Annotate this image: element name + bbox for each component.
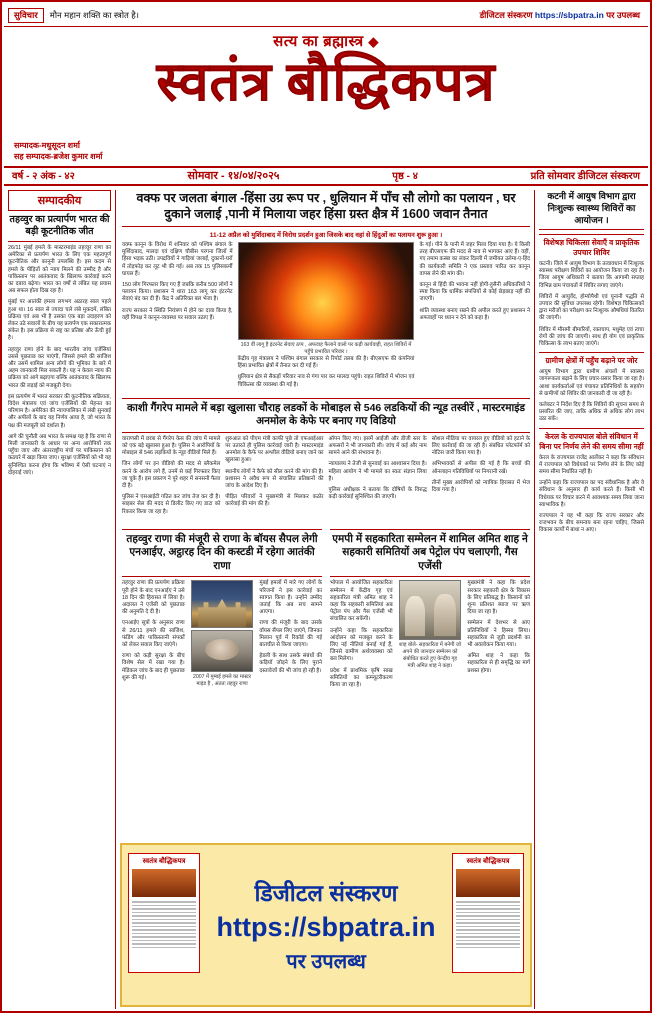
lead-para: शांति व्यवस्था बनाए रखने की अपील करते हुए प्रशासन ने अफवाहों पर ध्यान न देने को कहा है। — [419, 307, 531, 321]
kashi-para: न्यायालय ने तेजी से सुनवाई का आश्वासन दिया है। महिला आयोग ने भी मामले का स्वतः संज्ञान लिया है। — [328, 461, 427, 482]
kerala-para: केरल के राज्यपाल राजेंद्र आर्लेकर ने कहा कि संविधान में राज्यपाल को विधेयकों पर निर्णय लेने के लिए कोई समय सीमा निर्धारित नहीं है। — [539, 454, 644, 476]
editorial-para: 26/11 मुंबई हमले के मास्टरमाइंड तहव्वुर राणा का अमेरिका से प्रत्यर्पण भारत के लिए एक महत्वपूर्ण कूटनीतिक और कानूनी उपलब्धि है। इस कदम से हमले के पीड़ितों को न्याय मिलने की उम्मीद है और पाकिस्तान पर आतंकवाद के खिलाफ कार्रवाई करने का दबाव बढ़ेगा। भारत का वर्षों से लंबित यह प्रयास अब सफल होता दिख रहा है। — [8, 245, 111, 295]
kashi-para: पुलिस ने एसआईटी गठित कर जांच तेज कर दी है। साइबर सेल की मदद से डिलीट किए गए डाटा को रिकवर किया जा रहा है। — [122, 494, 221, 515]
rana-body — [122, 580, 322, 688]
taj-hotel-photo — [191, 580, 254, 628]
kashi-case-body — [122, 436, 530, 520]
lead-para: धुलियान क्षेत्र से सैकड़ों परिवार नाव से गंगा पार कर मालदा पहुंचे। राहत शिविरों में भोजन एवं चिकित्सा की व्यवस्था की गई है। — [237, 374, 415, 388]
editorial-para: आगे की चुनौती अब भारत के समक्ष यह है कि राणा से मिली जानकारी के आधार पर अन्य आरोपियों तक पहुँचा जाए और अंतरराष्ट्रीय मंचों पर पाकिस्तान को कठघरे में खड़ा किया जाए। सुरक्षा एजेंसियों को भी यह सुनिश्चित करना होगा कि भविष्य में ऐसी घटनाएं न दोहराई जाएं। — [8, 433, 111, 476]
right-column — [534, 190, 644, 1009]
ayush-para: शिविर में मौसमी बीमारियों, रक्तचाप, मधुमेह एवं त्वचा रोगों की जांच की जाएगी। साथ ही योग एवं प्राकृतिक चिकित्सा के लाभ बताए जाएंगे। — [539, 326, 644, 348]
tagline-text: सत्य का ब्रह्मास्त्र — [273, 33, 364, 50]
ayush-subhead-1: विशेषज्ञ चिकित्सा सेवाएँ व प्राकृतिक उपचार शिविर — [539, 234, 644, 258]
kerala-para: राज्यपाल ने यह भी कहा कि राज्य सरकार और राजभवन के बीच समन्वय बना रहना चाहिए, जिससे विकास कार्यों में बाधा न आए। — [539, 513, 644, 534]
ayush-para: शिविरों में आयुर्वेद, होम्योपैथी एवं यूनानी पद्धति से उपचार की सुविधा उपलब्ध रहेगी। विशेषज्ञ चिकित्सकों द्वारा मरीजों का परीक्षण कर निःशुल्क औषधियां वितरित की जाएंगी। — [539, 293, 644, 322]
ad-thumb-title: स्वतंत्र बौद्धिकपत्र — [142, 858, 186, 865]
top-strip — [4, 4, 648, 27]
kashi-para: सोशल मीडिया पर वायरल हुए वीडियो को हटाने के लिए कार्रवाई की जा रही है। संबंधित प्लेटफॉर्म को नोटिस जारी किया गया है। — [431, 435, 530, 457]
subhashit-badge: सुविचार — [8, 8, 44, 23]
lead-text-col-3 — [419, 242, 530, 393]
kashi-para: पीड़ित परिवारों ने मुख्यमंत्री से मिलकर कठोर कार्रवाई की मांग की है। — [225, 494, 324, 508]
shah-col-2 — [467, 580, 530, 693]
lead-para: के गई। पीने के पानी में जहर मिला दिया गया है। ये किसी तरह बीएसएफ की मदद से नाव से भागकर आए हैं। वहीं, गए तमाम कस्बा का लंकर दिल्ली में जमीयत उलेमा-ए-हिंद की कार्यकारी समिति ने एक प्रस्ताव पारित कर कानून वापस लेने की मांग की। — [419, 242, 531, 277]
kashi-col-1 — [122, 436, 220, 520]
amit-shah-photo — [399, 580, 462, 640]
digital-edition-label: डीजिटल संस्करण — [479, 9, 533, 20]
editorial-para: इस प्रत्यर्पण में भारत सरकार की कूटनीतिक सक्रियता, विदेश मंत्रालय एवं जांच एजेंसियों की मेहनत का परिणाम है। अमेरिका की न्यायपालिका में लंबी सुनवाई और अपीलों के बाद यह निर्णय आया है, जो भारत के पक्ष की मजबूती को दर्शाता है। — [8, 393, 111, 429]
editorial-para: मुंबई पर आतंकी हमला लगभग अठारह साल पहले हुआ था। 16 साल से ज्यादा चले लंबे मुकदमें, लंबित प्रक्रिया एवं अब भी है उसका एक बड़ा उदाहरण को लेकर उठे सवालों के बीच यह प्रत्यर्पण एक सकारात्मक संकेत है। इस प्रक्रिया से राष्ट्र का प्रतिष्ठा और ऊँची हुई है। — [8, 299, 111, 342]
lead-para: केंद्रीय गृह मंत्रालय ने पश्चिम बंगाल सरकार से रिपोर्ट तलब की है। बीएसएफ की कंपनियां हिंसा प्रभावित क्षेत्रों में तैनात कर दी गई हैं। — [237, 356, 415, 370]
rana-para: तहव्वुर राणा की प्रत्यर्पण प्रक्रिया पूरी होने के बाद एनआईए ने उसे 18 दिन की हिरासत में लिया है। अदालत ने एजेंसी को पूछताछ की अनुमति दे दी है। — [122, 580, 185, 616]
editorial-column — [8, 190, 116, 1009]
editor-line-1: सम्पादक-मधुसूदन शर्मा — [14, 141, 80, 150]
rana-photo-block — [191, 580, 254, 688]
kashi-para: अभिभावकों से अपील की गई है कि बच्चों की ऑनलाइन गतिविधियों पर निगरानी रखें। — [431, 461, 530, 475]
amit-shah-section — [330, 524, 530, 693]
page-title: स्वतंत्र बौद्धिकपत्र — [156, 52, 496, 112]
rana-col-1 — [122, 580, 185, 688]
shah-para: प्रदेश में प्राथमिक कृषि साख समितियों का कम्प्यूटरीकरण किया जा रहा है। — [330, 667, 393, 688]
kashi-col-3 — [329, 436, 427, 520]
ad-thumbnail-left — [128, 853, 200, 973]
lead-text-col-1 — [122, 242, 233, 393]
issue-date: सोमवार - १४/०४/२०२५ — [187, 169, 280, 182]
ad-thumbnail-right — [452, 853, 524, 973]
amit-shah-headline: एमपी में सहकारिता सम्मेलन में शामिल अमित शाह ने सहकारी समितियों अब पेट्रोल पंप चलाएगी, गैस एजेंसी — [330, 529, 530, 578]
shah-para: उन्होंने कहा कि सहकारिता आंदोलन को मजबूत करने के लिए नई नीतियां बनाई गई हैं, जिनसे ग्रामीण अर्थव्यवस्था को बल मिलेगा। — [330, 627, 393, 663]
kerala-para: उन्होंने कहा कि राज्यपाल का पद संवैधानिक है और वे संविधान के अनुसार ही कार्य करते हैं। किसी भी विधेयक पर विचार करने में आवश्यक समय लिया जाना स्वाभाविक है। — [539, 480, 644, 508]
ad-thumb-lines — [132, 901, 196, 948]
site-url-link[interactable]: https://sbpatra.in — [534, 9, 604, 20]
fire-photo — [238, 242, 415, 340]
ayush-para: आयुष विभाग द्वारा ग्रामीण अंचलों में स्वास्थ्य जागरूकता बढ़ाने के लिए प्रचार-प्रसार किया जा रहा है। आशा कार्यकर्ताओं एवं पंचायत प्रतिनिधियों के सहयोग से ग्रामीणों को शिविर की जानकारी दी जा रही है। — [539, 369, 644, 397]
fire-photo-caption: 163 वीं लागू है इंटरनेट सेवाएं ठप्प , अफवाह फैलाने वालो पर कड़ी कार्यवाही, राहत शिविरों में पहुँचे प्रभावित परिवार । — [240, 342, 412, 355]
kashi-para: जिन लोगों पर इन वीडियो की मदद से ब्लैकमेल करने के आरोप लगे हैं, उनमें से कई गिरफ्तार किए जा चुके हैं। इस प्रकरण ने पूरे शहर में सनसनी फैला दी है। — [122, 461, 221, 490]
lead-text-col-2 — [238, 356, 415, 389]
amit-shah-photo-caption: शाह बोले- सहकारिता में बनेगी जो अपने की जानदार सम्मेलन को संबोधित करते हुए केन्द्रीय गृह मंत्री अमित शाह ने कहा। — [398, 642, 462, 670]
rana-headline: तहव्वुर राणा की मंजूरी से राणा के बॉयस सैपल लेगी एनआईए, अट्ठारह दिन की कस्टडी में रहेगा आतंकी राणा — [122, 529, 322, 578]
kashi-para: तीनों मुख्य आरोपियों को न्यायिक हिरासत में भेज दिया गया है। — [431, 479, 530, 494]
rana-photo-caption: 2007 में मुम्बई हमले का मास्टर माइंड है , अंततः तहवुर राणा — [192, 674, 252, 688]
rana-para: राणा को कड़ी सुरक्षा के बीच विशेष सेल में रखा गया है। मेडिकल जांच के बाद ही पूछताछ शुरू की गई। — [122, 653, 185, 681]
ad-line-1: डिजीटल संस्करण — [254, 880, 398, 906]
editorial-heading: सम्पादकीय — [8, 190, 111, 211]
rana-para: राणा की मंजूरी के बाद उसके वॉयस सैंपल लिए जाएंगे, जिनका मिलान पूर्व में रिकॉर्ड की गई बातचीत से किया जाएगा। — [259, 620, 323, 648]
masthead-tagline — [4, 31, 648, 51]
kashi-para: ऑपन किए गए। इसमें आईजी और डीजी स्तर के अफसरों ने भी जानकारी ली। जांच में कई और नाम सामने आने की संभावना है। — [328, 435, 427, 457]
ayush-headline: कटनी में आयुष विभाग द्वारा निःशुल्क स्वास्थ्य शिविरों का आयोजन । — [539, 190, 644, 230]
digital-edition-ad[interactable] — [120, 843, 532, 1007]
lead-headline: वक्फ पर जलता बंगाल -हिंसा उग्र रूप पर , धुलियान में पाँच सौ लोगो का पलायन , घर दुकाने जलाई ,पानी में मिलाया जहर हिंसा ग्रस्त क्षैत्र में 1600 जवान तैनात — [122, 190, 530, 227]
editorial-para: तहव्वुर राणा होने के बाद भारतीय जांच एजेंसियां उससे पूछताछ कर पाएंगी, जिससे हमले की साजिश और उसमें शामिल अन्य लोगों की भूमिका के बारे में अहम जानकारी मिल सकती है। यह न केवल न्याय की प्रक्रिया को आगे बढ़ाएगा बल्कि आतंकवाद के खिलाफ भारत की लड़ाई को मजबूती देगा। — [8, 346, 111, 389]
editor-line-2: सह सम्पादक-ब्रजेश कुमार शर्मा — [14, 152, 103, 161]
kashi-case-headline: काशी गैंगरेप मामले में बड़ा खुलासा चौराह लडकों के मोबाइल से 546 लडकियों की न्यूड तस्वीरें , मास्टरमाइंड अनमोल के केफे पर बनाए गए विडियो — [122, 398, 530, 433]
rana-section — [122, 524, 322, 693]
ad-url[interactable]: https://sbpatra.in — [216, 912, 436, 942]
lead-para: वक्फ कानून के विरोध में शनिवार को पश्चिम बंगाल के मुर्शिदाबाद, मालदा एवं दक्षिण चौबीस परगना जिलों में हिंसा भड़क उठी। उपद्रवियों ने गाड़ियां जलाईं, दुकानों-घरों में तोड़फोड़ कर लूट भी की गई। अब तक 15 पुलिसकर्मी घायल हैं। — [122, 242, 233, 277]
ayush-body-1 — [539, 261, 644, 348]
masthead — [4, 26, 648, 168]
editor-credits — [14, 140, 102, 162]
edition-note: प्रति सोमवार डीजिटल संस्करण — [530, 171, 640, 182]
ayush-body-2 — [539, 369, 644, 423]
diamond-icon: ◆ — [368, 34, 379, 49]
kashi-para: स्थानीय लोगों ने कैफे को सील करने की मांग की है। प्रशासन ने अवैध रूप से संचालित प्रतिष्ठानों की जांच के आदेश दिए हैं। — [225, 468, 324, 490]
lead-photo-block — [238, 242, 415, 393]
kashi-col-4 — [432, 436, 530, 520]
ayush-subhead-2: ग्रामीण क्षेत्रों में पहुँच बढ़ाने पर जोर — [539, 352, 644, 366]
volume-issue: वर्ष - २ अंक - ४२ — [12, 171, 75, 182]
shah-col-1 — [330, 580, 393, 693]
kashi-para: वाराणसी में छात्रा से गैंगरेप केस की जांच में मामले को एक बड़े खुलासा हुआ है। पुलिस ने आरोपियों के मोबाइल से 546 लड़कियों के न्यूड वीडियो मिले हैं। — [122, 435, 221, 457]
ad-thumb-photo — [456, 869, 520, 897]
shah-photo-block — [399, 580, 462, 693]
lead-para: कानून से हिंदी की भावना नहीं होगी-हुसैनी अधिकारियों ने स्पष्ट किया कि धार्मिक संपत्तियों से कोई छेड़छाड़ नहीं की जाएगी। — [419, 282, 531, 303]
digital-edition-suffix: पर उपलब्ध — [606, 9, 640, 20]
ad-thumb-photo — [132, 869, 196, 897]
editorial-body — [8, 245, 111, 477]
ad-thumb-title: स्वतंत्र बौद्धिकपत्र — [466, 858, 510, 865]
amit-shah-body — [330, 580, 530, 693]
shah-para: भोपाल में आयोजित सहकारिता सम्मेलन में केंद्रीय गृह एवं सहकारिता मंत्री अमित शाह ने कहा कि सहकारी समितियां अब पेट्रोल पंप और गैस एजेंसी भी संचालित कर सकेंगी। — [330, 580, 393, 623]
rana-portrait-photo — [191, 630, 254, 672]
kashi-para: शुरुआत को पीएम मंत्री काफी पूछे तो एफआईआर पर उतारते ही पुलिस कार्रवाई जारी है। मास्टरमाइंड अनमोल के कैफे पर अश्लील वीडियो बनाए जाने का खुलासा हुआ। — [225, 435, 324, 464]
lower-sections — [122, 524, 530, 693]
rana-para: मुंबई हमलों में मारे गए लोगों के परिजनों ने इस कार्रवाई का स्वागत किया है। उन्होंने उम्मीद जताई कि अब सच सामने आएगा। — [259, 580, 323, 616]
ad-line-3: पर उपलब्ध — [286, 951, 366, 973]
lead-story-row — [122, 242, 530, 393]
digital-edition-note — [480, 10, 640, 21]
editorial-title: तहव्वुर का प्रत्यार्पण भारत की बड़ी कूटनीतिक जीत — [8, 214, 111, 242]
shah-para: मुख्यमंत्री ने कहा कि प्रदेश सरकार सहकारी क्षेत्र के विकास के लिए प्रतिबद्ध है। किसानों को शून्य प्रतिशत ब्याज पर ऋण दिया जा रहा है। — [467, 580, 531, 616]
kashi-para: पुलिस अधीक्षक ने बताया कि दोषियों के विरुद्ध कड़ी कार्रवाई सुनिश्चित की जाएगी। — [328, 487, 427, 501]
shah-para: अमित शाह ने कहा कि सहकारिता से ही समृद्धि का मार्ग प्रशस्त होगा। — [467, 653, 531, 674]
issue-info-bar — [4, 166, 648, 186]
lead-para: राज्य सरकार ने स्थिति नियंत्रण में होने का दावा किया है, वहीं विपक्ष ने कानून-व्यवस्था पर सवाल उठाए हैं। — [122, 307, 233, 321]
rana-para: हेडली के साथ उसके संबंधों की कड़ियाँ जोड़ने के लिए पुराने दस्तावेजों की भी जांच हो रही है। — [259, 653, 323, 674]
ayush-para: कटनी। जिले में आयुष विभाग के तत्वावधान में निःशुल्क स्वास्थ्य परीक्षण शिविरों का आयोजन किया जा रहा है। जिला आयुष अधिकारी ने बताया कि आगामी सप्ताह विभिन्न ग्राम पंचायतों में शिविर लगाए जाएंगे। — [539, 261, 644, 289]
ad-thumb-lines — [456, 901, 520, 948]
lead-para: 150 लोग गिरफ्तार किए गए हैं जबकि करीब 500 लोगों ने पलायन किया। प्रशासन ने धारा 163 लागू कर इंटरनेट सेवाएं बंद कर दी हैं। केंद्र ने अतिरिक्त बल भेजा है। — [122, 282, 233, 303]
kerala-governor-body — [539, 455, 644, 535]
ayush-para: कलेक्टर ने निर्देश दिए हैं कि शिविरों की सूचना समय से प्रसारित की जाए, ताकि अधिक से अधिक लोग लाभ उठा सकें। — [539, 402, 644, 423]
subhashit-quote: मौन महान शक्ति का स्त्रोत है। — [49, 9, 139, 20]
kashi-col-2 — [225, 436, 323, 520]
rana-para: एनआईए सूत्रों के अनुसार राणा से 26/11 हमले की साजिश, फंडिंग और पाकिस्तानी संपर्कों को लेकर सवाल किए जाएंगे। — [122, 620, 185, 648]
page-number: पृष्ठ - ४ — [392, 171, 418, 182]
kerala-governor-subhead: केरल के राज्यपाल बोले संविधान में बिना पर निर्णय लेने की समय सीमा नहीं — [539, 428, 644, 452]
lead-subhead: 11-12 अप्रैल को मुर्शिदाबाद में विरोध प्रदर्शन हुआ जिसके बाद वहां से हिंदुओं का पलायन शुरू हुआ । — [209, 232, 443, 239]
shah-para: सम्मेलन में देशभर से आए प्रतिनिधियों ने हिस्सा लिया। सहकारिता से जुड़ी प्रदर्शनी का भी अवलोकन किया गया। — [467, 620, 531, 648]
rana-col-2 — [259, 580, 322, 688]
